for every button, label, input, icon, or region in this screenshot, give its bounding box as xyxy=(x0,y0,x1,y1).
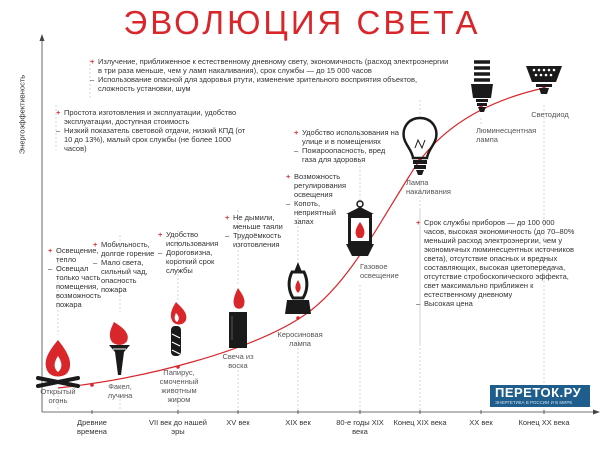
note-fire-minus: – Освещал только часть помещения, возможность пожара xyxy=(48,264,110,309)
caption-led: Светодиод xyxy=(531,110,569,119)
note-candle-minus: – Трудоёмкость изготовления xyxy=(225,231,287,249)
note-led-minus: – Высокая цена xyxy=(416,299,576,308)
note-incandescent-plus: + Простота изготовления и эксплуатации, удобство эксплуатации, доступная стоимость xyxy=(56,108,246,126)
tick-15th-century: XV век xyxy=(226,418,250,427)
note-kerosene xyxy=(286,172,350,226)
note-torch xyxy=(93,240,157,294)
gas-lantern-icon xyxy=(346,201,374,256)
caption-incandescent: Лампа накаливания xyxy=(406,178,451,196)
caption-torch: Факел, лучина xyxy=(107,382,133,400)
fluorescent-lamp-icon xyxy=(471,62,493,112)
x-axis-arrow xyxy=(593,410,600,415)
y-axis-label: Энергоэффективность xyxy=(17,74,27,155)
led-icon xyxy=(526,66,562,94)
tick-1880s: 80-е годы XIX века xyxy=(336,418,384,436)
caption-kerosene: Керосиновая лампа xyxy=(277,330,323,348)
papyrus-icon xyxy=(171,302,187,356)
tick-late-19th: Конец XIX века xyxy=(393,418,447,427)
caption-candle: Свеча из воска xyxy=(222,352,254,370)
caption-fluorescent: Люминесцентная лампа xyxy=(476,126,537,144)
tick-ancient: Древние времена xyxy=(77,418,107,436)
note-candle-plus: + Не дымили, меньше таяли xyxy=(225,213,287,231)
tick-19th-century: XIX век xyxy=(285,418,311,427)
note-gas xyxy=(294,128,400,164)
note-candle xyxy=(225,213,287,249)
note-fluorescent-minus: – Использование опасной для здоровья ртути, изменение зрительного восприятия объектов, сложность установки, шум xyxy=(90,75,450,93)
candle-icon xyxy=(229,288,247,348)
kerosene-lamp-icon xyxy=(285,262,311,314)
note-fire-plus: + Освещение, тепло xyxy=(48,246,110,264)
incandescent-bulb-icon xyxy=(404,118,437,175)
note-torch-minus: – Мало света, сильный чад, опасность пожара xyxy=(93,258,157,294)
note-kerosene-plus: + Возможность регулирования освещения xyxy=(286,172,350,199)
note-fluorescent-plus: + Излучение, приближенное к естественному дневному свету, экономичность (расход электроэнергии в три раза меньше, чем у ламп накаливания), срок службы — до 15 000 часов xyxy=(90,57,450,75)
note-incandescent-minus: – Низкий показатель световой отдачи, низкий КПД (от 10 до 13%), малый срок службы (не более 1000 часов) xyxy=(56,126,246,153)
tick-late-20th: Конец XX века xyxy=(518,418,570,427)
note-papyrus-plus: + Удобство использования xyxy=(158,230,222,248)
torch-icon xyxy=(109,322,130,375)
note-papyrus xyxy=(158,230,222,275)
caption-gas: Газовое освещение xyxy=(360,262,399,280)
note-led xyxy=(416,218,576,308)
caption-fire: Открытый огонь xyxy=(40,387,76,405)
page-title: ЭВОЛЮЦИЯ СВЕТА xyxy=(123,4,481,41)
note-gas-minus: – Пожароопасность, вред газа для здоровья xyxy=(294,146,400,164)
note-gas-plus: + Удобство использования на улице и в помещениях xyxy=(294,128,400,146)
tick-20th-century: XX век xyxy=(469,418,493,427)
brand-logo[interactable] xyxy=(490,385,590,407)
logo-name: ПЕРЕТОК.РУ xyxy=(495,385,582,400)
caption-papyrus: Папирус, смоченный животным жиром xyxy=(159,368,199,404)
note-fluorescent xyxy=(90,57,450,93)
open-fire-icon xyxy=(38,340,78,386)
note-led-plus: + Срок службы приборов — до 100 000 часов, высокая экономичность (до 70–80% меньший расход электроэнергии, чем у экономичных люминесцентных источников света), отсутствие опасных и вредных составляющих, высокая цветопередача, отсутствие стробоскопического эффекта, свет максимально приближен к естественному дневному xyxy=(416,218,576,299)
note-papyrus-minus: – Дороговизна, короткий срок службы xyxy=(158,248,222,275)
note-torch-plus: + Мобильность, долгое горение xyxy=(93,240,157,258)
note-kerosene-minus: – Копоть, неприятный запах xyxy=(286,199,350,226)
tick-7th-century-bc: VII век до нашей эры xyxy=(148,418,207,436)
note-incandescent xyxy=(56,108,246,153)
logo-tagline: ЭНЕРГЕТИКА В РОССИИ И В МИРЕ xyxy=(495,400,573,405)
y-axis-arrow xyxy=(40,34,45,41)
